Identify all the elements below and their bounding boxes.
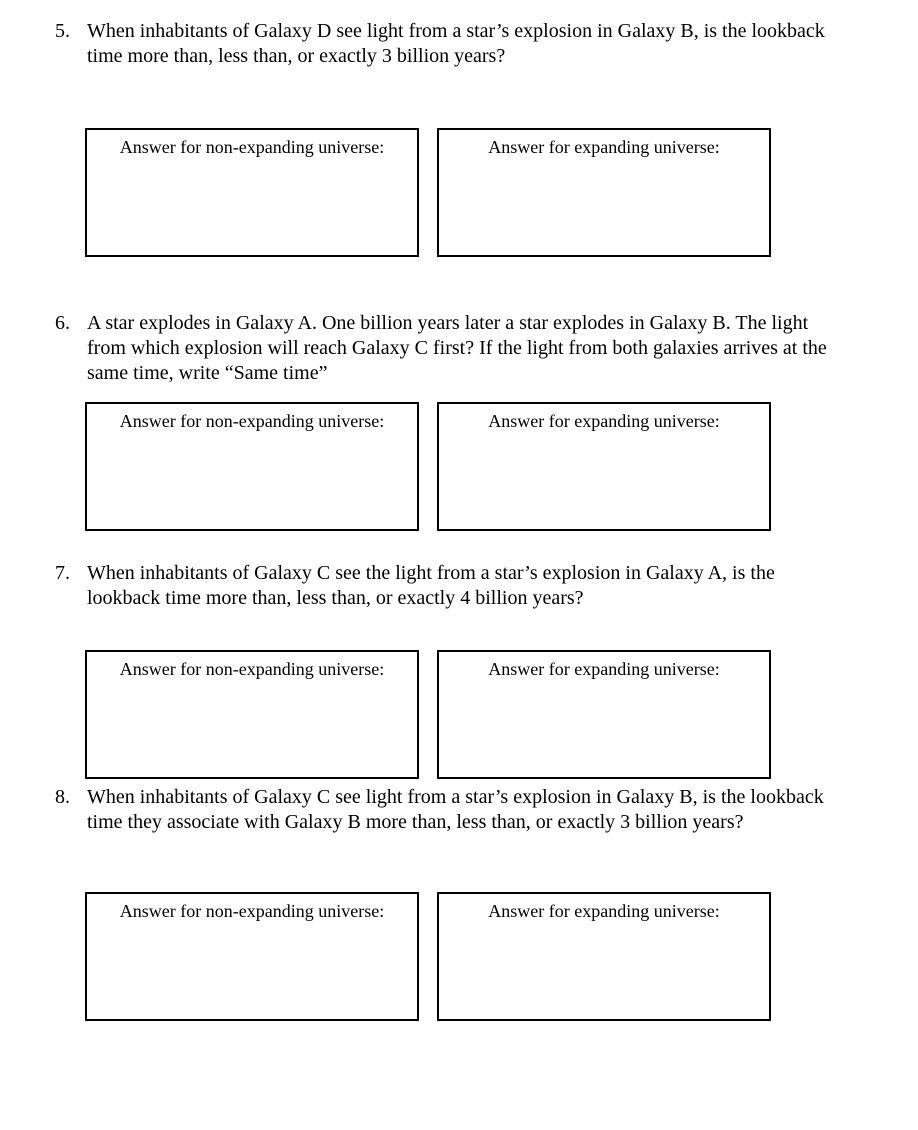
answer-box-non-expanding[interactable] bbox=[85, 128, 419, 257]
answer-label: Answer for non-expanding universe: bbox=[119, 901, 385, 921]
question-text: A star explodes in Galaxy A. One billion years later a star explodes in Galaxy B. The light from which explosion will reach Galaxy C first? If the light from both galaxies arrives at the same time, write “Same time” bbox=[87, 312, 827, 384]
answer-label: Answer for non-expanding universe: bbox=[119, 659, 385, 679]
answer-label: Answer for expanding universe: bbox=[488, 411, 720, 431]
answer-box-expanding[interactable] bbox=[437, 128, 771, 257]
answer-box-non-expanding[interactable] bbox=[85, 892, 419, 1021]
question-number: 5. bbox=[55, 20, 70, 42]
question-text: When inhabitants of Galaxy C see light from a star’s explosion in Galaxy B, is the lookback time they associate with Galaxy B more than, less than, or exactly 3 billion years? bbox=[87, 786, 824, 833]
question-number: 7. bbox=[55, 562, 70, 584]
answer-box-non-expanding[interactable] bbox=[85, 650, 419, 779]
answer-box-non-expanding[interactable] bbox=[85, 402, 419, 531]
question-text: When inhabitants of Galaxy C see the light from a star’s explosion in Galaxy A, is the lookback time more than, less than, or exactly 4 billion years? bbox=[87, 562, 775, 609]
answer-box-expanding[interactable] bbox=[437, 402, 771, 531]
answer-label: Answer for non-expanding universe: bbox=[119, 137, 385, 157]
question-number: 6. bbox=[55, 312, 70, 334]
answer-box-expanding[interactable] bbox=[437, 892, 771, 1021]
answer-box-expanding[interactable] bbox=[437, 650, 771, 779]
answer-label: Answer for expanding universe: bbox=[488, 901, 720, 921]
question-number: 8. bbox=[55, 786, 70, 808]
answer-label: Answer for non-expanding universe: bbox=[119, 411, 385, 431]
answer-label: Answer for expanding universe: bbox=[488, 659, 720, 679]
question-text: When inhabitants of Galaxy D see light from a star’s explosion in Galaxy B, is the lookback time more than, less than, or exactly 3 billion years? bbox=[87, 20, 825, 67]
answer-label: Answer for expanding universe: bbox=[488, 137, 720, 157]
